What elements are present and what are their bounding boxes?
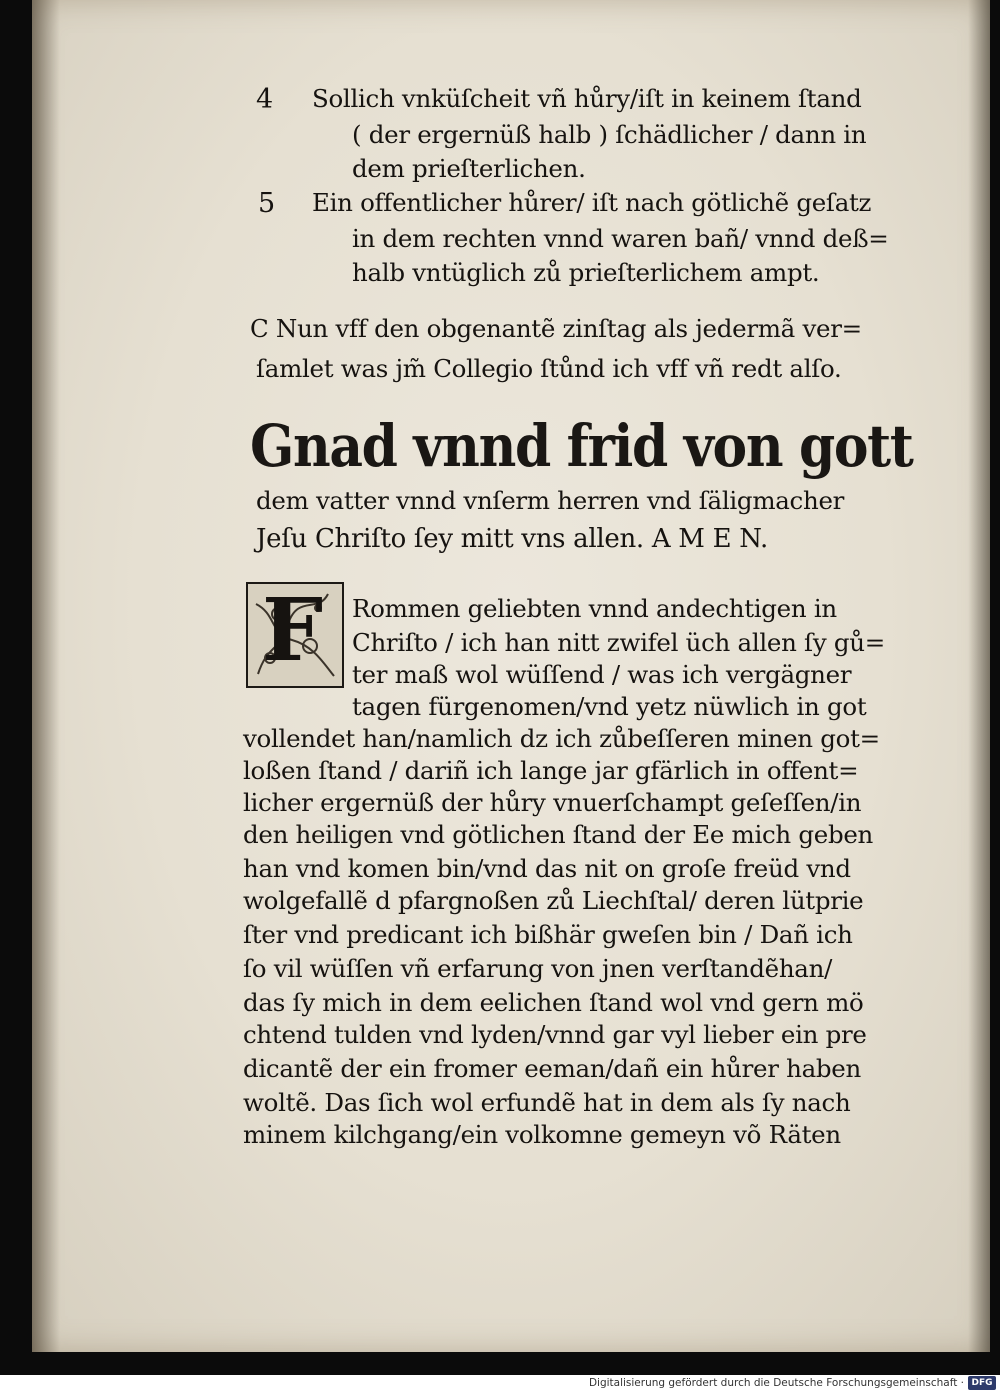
body-line: ſo vil wüſſen vñ erfarung von jnen verſtandẽhan/ (243, 954, 833, 983)
body-line: minem kilchgang/ein volkomne gemeyn võ Räten (243, 1120, 841, 1149)
intro-line: ſamlet was jm̃ Collegio ſtůnd ich vff vñ redt alſo. (256, 354, 842, 383)
body-line: han vnd komen bin/vnd das nit on groſe freüd vnd (243, 854, 851, 883)
subheading-line: dem vatter vnnd vnſerm herren vnd ſäligmacher (256, 486, 845, 515)
body-line: woltẽ. Das ſich wol erfundẽ hat in dem als ſy nach (243, 1088, 851, 1117)
item-line: dem prieſterlichen. (352, 154, 586, 183)
page-heading: Gnad vnnd frid von gott (250, 412, 913, 480)
decorated-initial-f (246, 582, 344, 688)
page-gutter-shadow (32, 0, 60, 1352)
page-edge-shadow (968, 0, 990, 1352)
body-line: dicantẽ der ein fromer eeman/dañ ein hůrer haben (243, 1054, 861, 1083)
item-line: halb vntüglich zů prieſterlichem ampt. (352, 258, 820, 287)
dfg-logo: DFG (968, 1376, 996, 1390)
footer-bar (0, 1375, 1000, 1393)
body-line: chtend tulden vnd lyden/vnnd gar vyl lieber ein pre (243, 1020, 867, 1049)
body-line: den heiligen vnd götlichen ſtand der Ee mich geben (243, 820, 874, 849)
body-line: ter maß wol wüſſend / was ich vergägner (352, 660, 852, 689)
item-line: ( der ergernüß halb ) ſchädlicher / dann in (352, 120, 867, 149)
subheading-line: Jeſu Chriſto ſey mitt vns allen. A M E N. (256, 524, 768, 554)
body-line: loßen ſtand / dariñ ich lange jar gfärlich in offent= (243, 756, 859, 785)
item-number: 5 (258, 188, 276, 219)
item-line: Ein offentlicher hůrer/ iſt nach götlichẽ geſatz (312, 188, 872, 217)
body-line: wolgefallẽ d pfargnoßen zů Liechſtal/ deren lütprie (243, 886, 864, 915)
body-line: licher ergernüß der hůry vnuerſchampt geſeſſen/in (243, 788, 862, 817)
body-line: vollendet han/namlich dz ich zůbeſſeren minen got= (243, 724, 880, 753)
body-line: Chriſto / ich han nitt zwifel üch allen ſy gů= (352, 628, 885, 657)
item-number: 4 (256, 84, 274, 115)
body-line: tagen fürgenomen/vnd yetz nüwlich in got (352, 692, 867, 721)
item-line: in dem rechten vnnd waren bañ/ vnnd deß= (352, 224, 889, 253)
body-line: Rommen geliebten vnnd andechtigen in (352, 594, 837, 623)
initial-letter: F (262, 580, 324, 681)
body-line: das ſy mich in dem eelichen ſtand wol vnd gern mö (243, 988, 864, 1017)
body-line: ſter vnd predicant ich bißhär gweſen bin / Dañ ich (243, 920, 853, 949)
item-line: Sollich vnküſcheit vñ hůry/iſt in keinem ſtand (312, 84, 862, 113)
intro-line: C Nun vff den obgenantẽ zinſtag als jedermã ver= (250, 314, 862, 343)
footer-credit: Digitalisierung gefördert durch die Deutsche Forschungsgemeinschaft · (588, 1377, 964, 1389)
